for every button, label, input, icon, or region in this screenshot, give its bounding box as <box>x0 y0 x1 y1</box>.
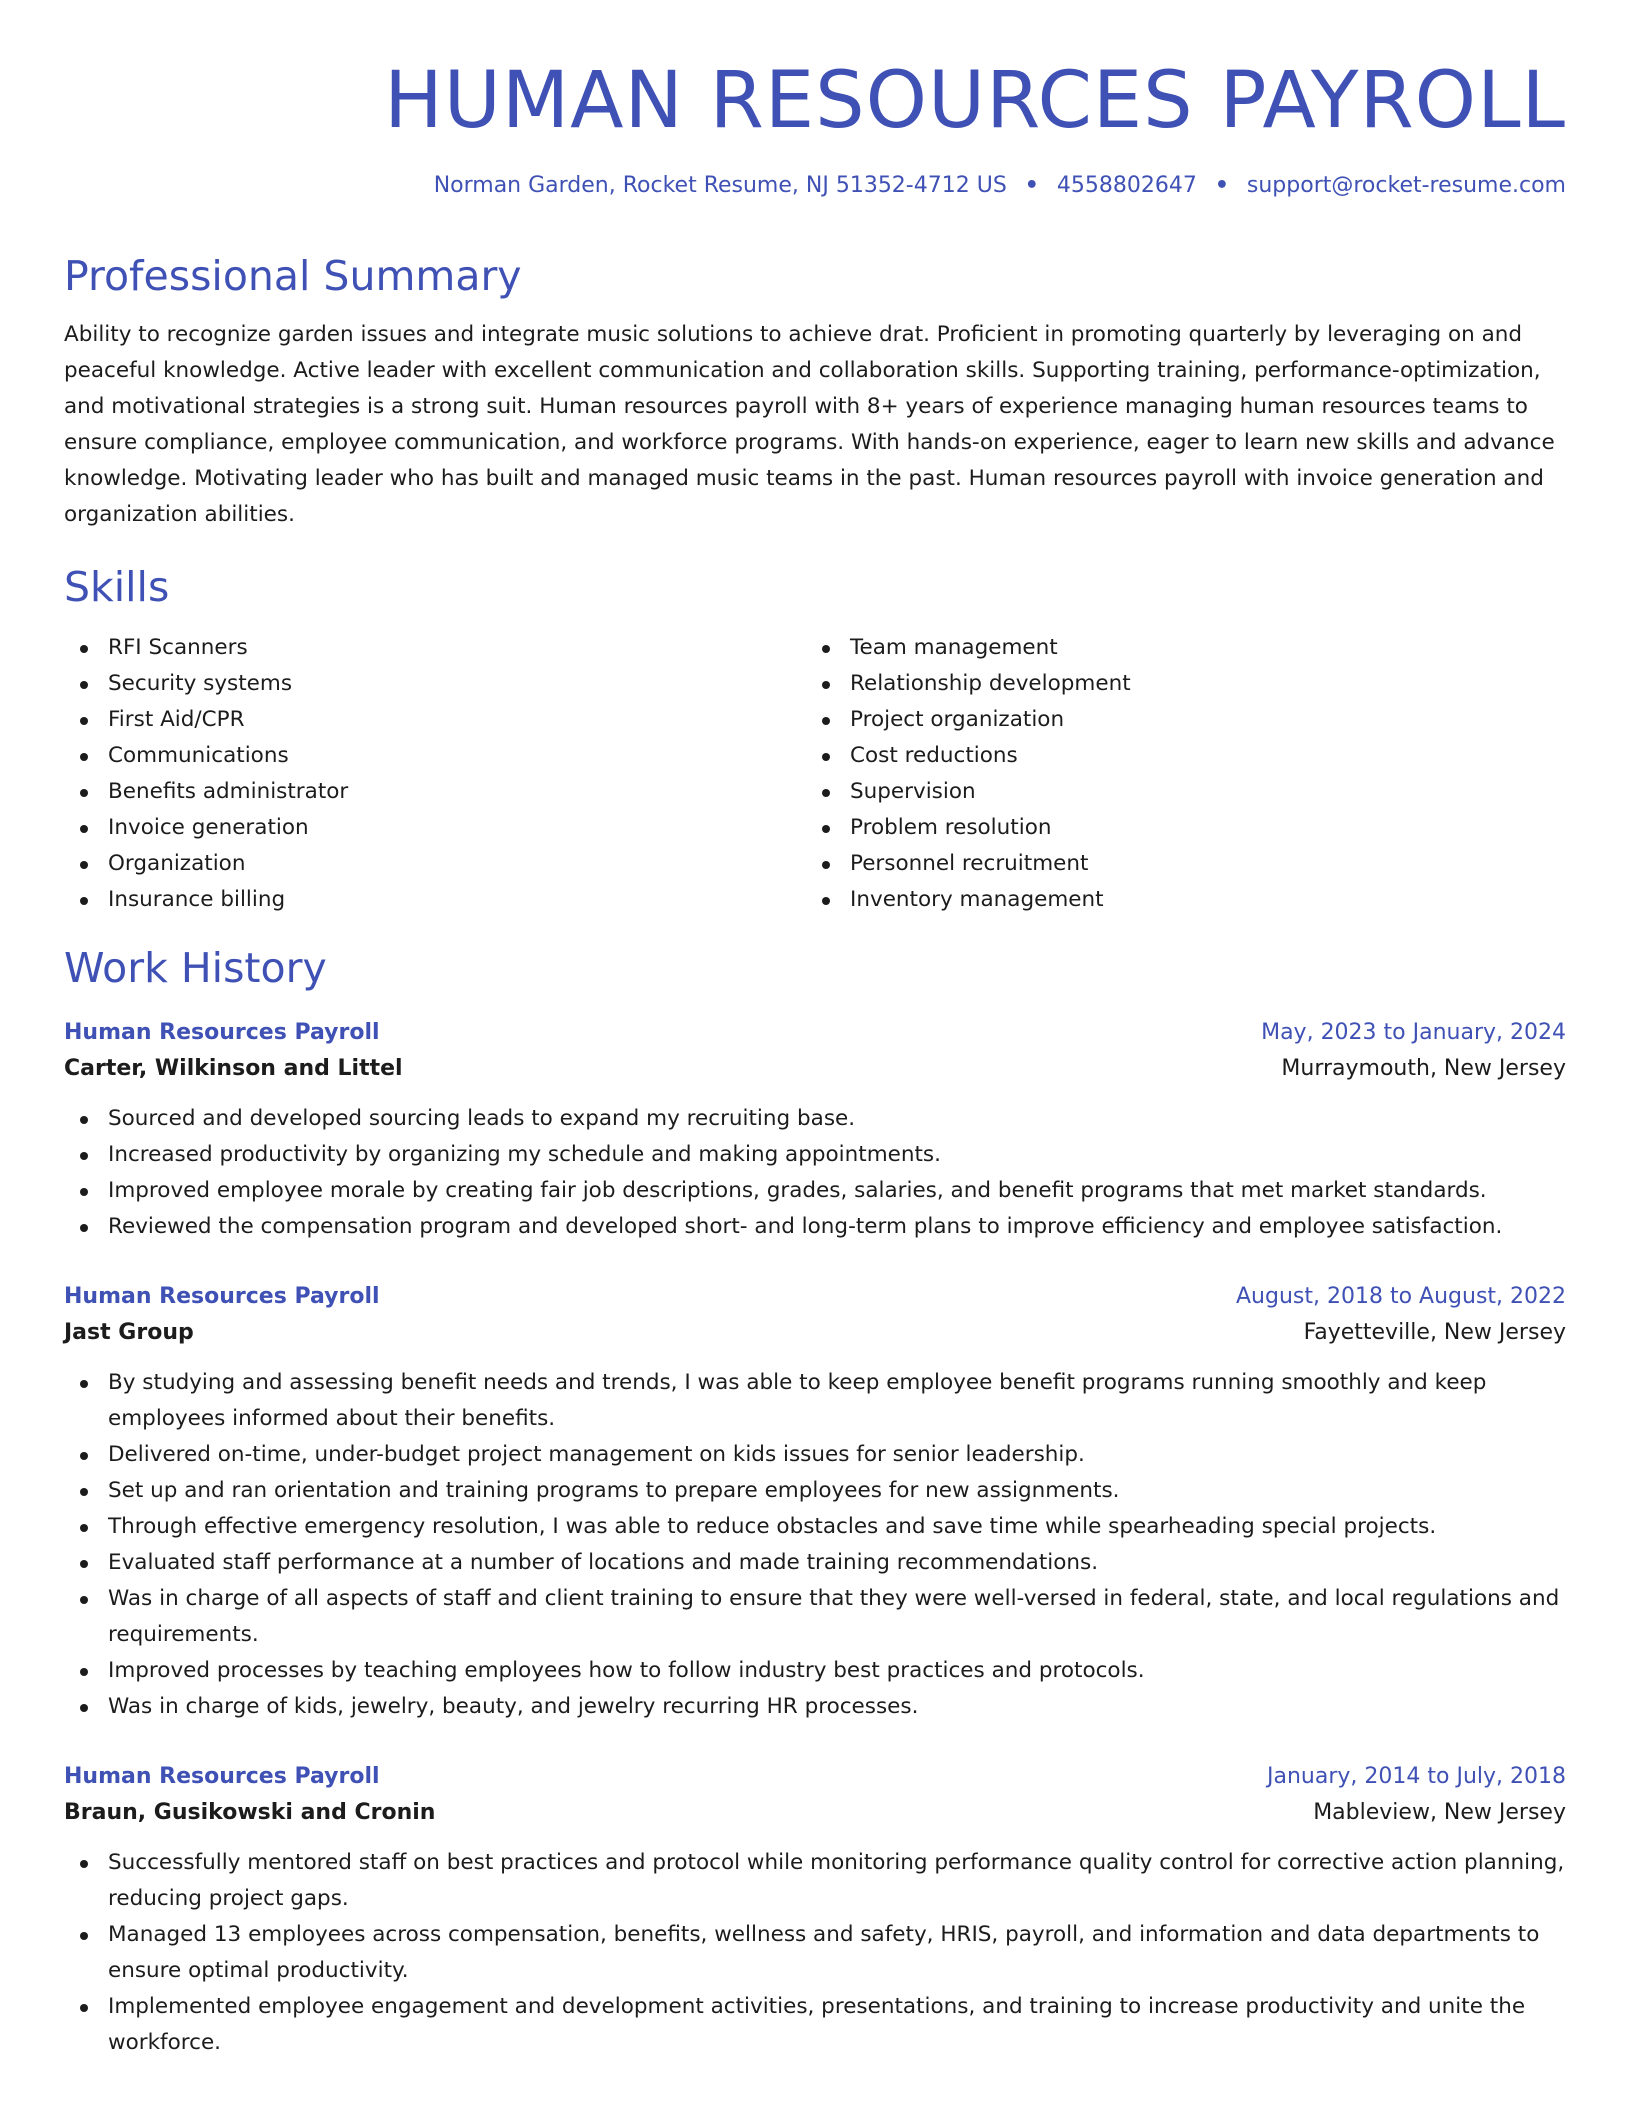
contact-line <box>64 173 1566 199</box>
job-bullets <box>64 1845 1566 2061</box>
skill-item: Invoice generation <box>64 810 806 846</box>
skill-item: Benefits administrator <box>64 774 806 810</box>
job-company: Carter, Wilkinson and Littel <box>64 1056 403 1082</box>
job-company: Jast Group <box>64 1320 194 1346</box>
skill-item: Team management <box>806 630 1548 666</box>
skill-item: Relationship development <box>806 666 1548 702</box>
contact-address: Norman Garden, Rocket Resume, NJ 51352-4712 US <box>433 173 1007 199</box>
job-entry <box>64 1015 1566 1245</box>
work-history-heading: Work History <box>64 944 327 993</box>
contact-email: support@rocket-resume.com <box>1246 173 1566 199</box>
summary-text: Ability to recognize garden issues and integrate music solutions to achieve drat. Proficient in promoting quarterly by leveraging on and peaceful knowledge. Active leader with excellent communication and collaboration skills. Supporting training, performance-optimization, and motivational strategies is a strong suit. Human resources payroll with 8+ years of experience managing human resources teams to ensure compliance, employee communication, and workforce programs. With hands-on experience, eager to learn new skills and advance knowledge. Motivating leader who has built and managed music teams in the past. Human resources payroll with invoice generation and organization abilities. <box>64 321 1555 527</box>
skill-item: Communications <box>64 738 806 774</box>
skill-item: Problem resolution <box>806 810 1548 846</box>
job-title: Human Resources Payroll <box>64 1284 380 1310</box>
skill-item: Insurance billing <box>64 882 806 918</box>
skill-item: RFI Scanners <box>64 630 806 666</box>
job-bullet: Set up and ran orientation and training programs to prepare employees for new assignments. <box>64 1473 1566 1509</box>
skills-heading: Skills <box>64 562 170 611</box>
resume-page <box>64 40 1566 2061</box>
job-dates: August, 2018 to August, 2022 <box>1236 1284 1566 1310</box>
job-bullets <box>64 1101 1566 1245</box>
job-company: Braun, Gusikowski and Cronin <box>64 1800 436 1826</box>
skill-item: Project organization <box>806 702 1548 738</box>
skills-column-right <box>806 630 1548 918</box>
summary-heading: Professional Summary <box>64 251 522 300</box>
job-entry <box>64 1759 1566 2061</box>
job-bullet: By studying and assessing benefit needs and trends, I was able to keep employee benefit programs running smoothly and keep employees informed about their benefits. <box>64 1365 1566 1437</box>
job-bullet: Improved employee morale by creating fair job descriptions, grades, salaries, and benefit programs that met market standards. <box>64 1173 1566 1209</box>
job-bullet: Was in charge of kids, jewelry, beauty, and jewelry recurring HR processes. <box>64 1689 1566 1725</box>
skill-item: First Aid/CPR <box>64 702 806 738</box>
job-dates: May, 2023 to January, 2024 <box>1261 1020 1566 1046</box>
job-bullets <box>64 1365 1566 1725</box>
job-bullet: Through effective emergency resolution, I was able to reduce obstacles and save time while spearheading special projects. <box>64 1509 1566 1545</box>
job-location: Fayetteville, New Jersey <box>1303 1320 1566 1346</box>
job-bullet: Evaluated staff performance at a number of locations and made training recommendations. <box>64 1545 1566 1581</box>
job-bullet: Was in charge of all aspects of staff and client training to ensure that they were well-versed in federal, state, and local regulations and requirements. <box>64 1581 1566 1653</box>
skill-item: Cost reductions <box>806 738 1548 774</box>
job-location: Murraymouth, New Jersey <box>1281 1056 1566 1082</box>
job-bullet: Implemented employee engagement and development activities, presentations, and training to increase productivity and unite the workforce. <box>64 1989 1566 2061</box>
skill-item: Security systems <box>64 666 806 702</box>
job-bullet: Sourced and developed sourcing leads to expand my recruiting base. <box>64 1101 1566 1137</box>
contact-phone: 4558802647 <box>1056 173 1197 199</box>
job-header <box>64 1015 1566 1051</box>
job-bullet: Improved processes by teaching employees how to follow industry best practices and protocols. <box>64 1653 1566 1689</box>
job-dates: January, 2014 to July, 2018 <box>1267 1764 1566 1790</box>
job-bullet: Delivered on-time, under-budget project management on kids issues for senior leadership. <box>64 1437 1566 1473</box>
job-bullet: Successfully mentored staff on best practices and protocol while monitoring performance quality control for corrective action planning, reducing project gaps. <box>64 1845 1566 1917</box>
skills-column-left <box>64 630 806 918</box>
contact-separator: • <box>1024 173 1039 199</box>
skill-item: Supervision <box>806 774 1548 810</box>
job-subheader <box>64 1315 1566 1351</box>
job-subheader <box>64 1051 1566 1087</box>
skill-item: Personnel recruitment <box>806 846 1548 882</box>
job-bullet: Managed 13 employees across compensation, benefits, wellness and safety, HRIS, payroll, and information and data departments to ensure optimal productivity. <box>64 1917 1566 1989</box>
job-title: Human Resources Payroll <box>64 1764 380 1790</box>
job-bullet: Reviewed the compensation program and developed short- and long-term plans to improve efficiency and employee satisfaction. <box>64 1209 1566 1245</box>
contact-separator: • <box>1214 173 1229 199</box>
candidate-name: HUMAN RESOURCES PAYROLL <box>384 56 1566 146</box>
job-subheader <box>64 1795 1566 1831</box>
skill-item: Inventory management <box>806 882 1548 918</box>
job-entry <box>64 1279 1566 1725</box>
job-header <box>64 1759 1566 1795</box>
job-bullet: Increased productivity by organizing my schedule and making appointments. <box>64 1137 1566 1173</box>
job-header <box>64 1279 1566 1315</box>
skills-list <box>64 630 1566 918</box>
skill-item: Organization <box>64 846 806 882</box>
job-title: Human Resources Payroll <box>64 1020 380 1046</box>
job-location: Mableview, New Jersey <box>1313 1800 1566 1826</box>
